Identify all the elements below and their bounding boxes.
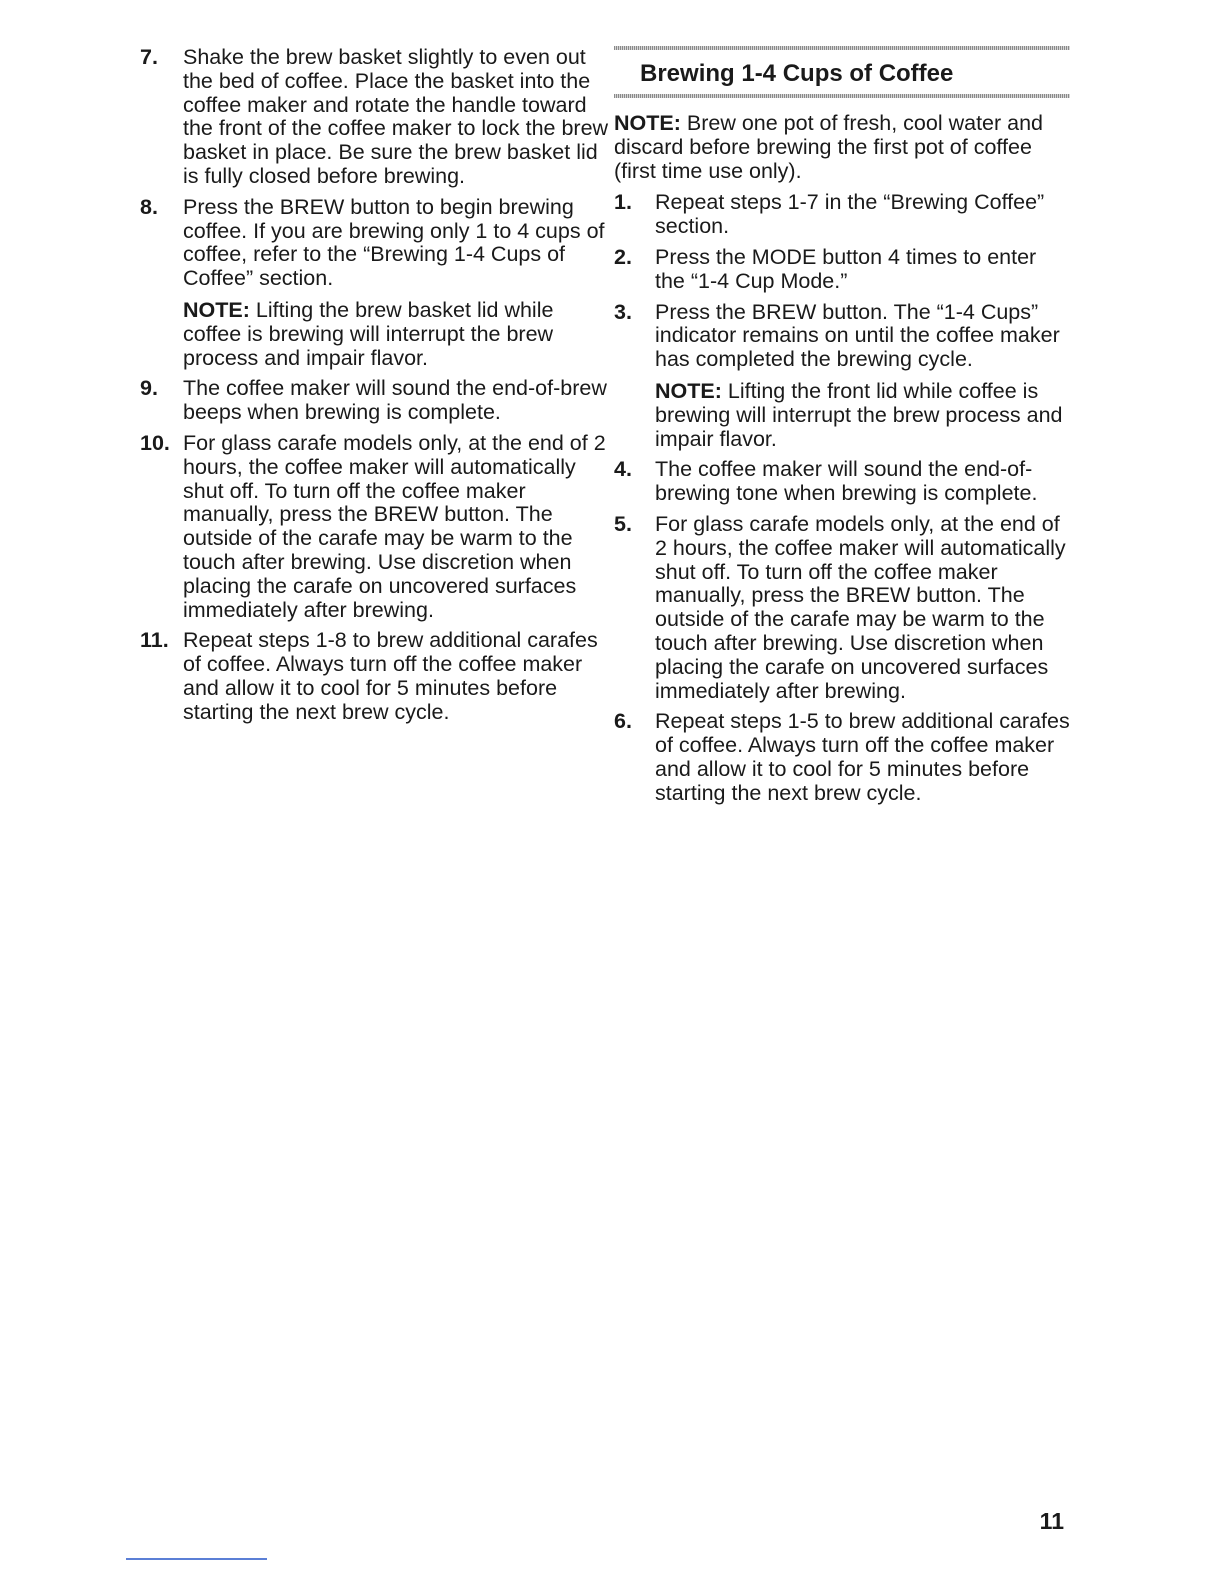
step-10 (140, 432, 610, 622)
step-6 (614, 710, 1070, 805)
step-text: Repeat steps 1-7 in the “Brewing Coffee” section. (655, 190, 1045, 239)
step-number: 9. (140, 376, 158, 401)
step-number: 5. (614, 511, 632, 536)
step-number: 6. (614, 709, 632, 734)
right-column (614, 46, 1070, 813)
step-text: The coffee maker will sound the end-of-brew beeps when brewing is complete. (183, 376, 607, 425)
step-text: The coffee maker will sound the end-of-brewing tone when brewing is complete. (655, 457, 1038, 506)
section-rule-bottom (614, 94, 1070, 98)
step-3 (614, 301, 1070, 452)
note (655, 380, 1070, 451)
left-column (140, 46, 610, 732)
note-label: NOTE: (183, 297, 250, 322)
intro-note (614, 112, 1070, 183)
step-number: 11. (140, 628, 169, 653)
step-number: 1. (614, 190, 632, 215)
step-11 (140, 629, 610, 724)
step-9 (140, 377, 610, 425)
note-text: Lifting the front lid while coffee is brewing will interrupt the brew process and impair flavor. (655, 378, 1063, 451)
step-number: 10. (140, 430, 170, 455)
note-text: Brew one pot of fresh, cool water and discard before brewing the first pot of coffee (first time use only). (614, 111, 1044, 183)
step-number: 3. (614, 299, 632, 324)
step-number: 2. (614, 244, 632, 269)
note (183, 299, 610, 370)
footer-line (126, 1558, 267, 1560)
note-text: Lifting the brew basket lid while coffee is brewing will interrupt the brew process and impair flavor. (183, 297, 554, 370)
step-text: Repeat steps 1-8 to brew additional carafes of coffee. Always turn off the coffee maker and allow it to cool for 5 minutes before starting the next brew cycle. (183, 628, 598, 724)
step-5 (614, 513, 1070, 703)
step-7 (140, 46, 610, 189)
step-text: Press the BREW button. The “1-4 Cups” indicator remains on until the coffee maker has completed the brewing cycle. (655, 299, 1060, 372)
step-text: Repeat steps 1-5 to brew additional carafes of coffee. Always turn off the coffee maker and allow it to cool for 5 minutes before starting the next brew cycle. (655, 709, 1070, 805)
step-text: For glass carafe models only, at the end of 2 hours, the coffee maker will automatically shut off. To turn off the coffee maker manually, press the BREW button. The outside of the carafe may be warm to the touch after brewing. Use discretion when placing the carafe on uncovered surfaces immediately after brewing. (183, 430, 606, 622)
step-8 (140, 196, 610, 371)
step-text: Press the BREW button to begin brewing coffee. If you are brewing only 1 to 4 cups of coffee, refer to the “Brewing 1-4 Cups of Coffee” section. (183, 194, 605, 291)
step-number: 8. (140, 194, 158, 219)
step-2 (614, 246, 1070, 294)
step-number: 4. (614, 457, 632, 482)
note-label: NOTE: (655, 378, 722, 403)
step-text: For glass carafe models only, at the end of 2 hours, the coffee maker will automatically shut off. To turn off the coffee maker manually, press the BREW button. The outside of the carafe may be warm to the touch after brewing. Use discretion when placing the carafe on uncovered surfaces immediately after brewing. (655, 511, 1066, 703)
step-text: Shake the brew basket slightly to even out the bed of coffee. Place the basket into the coffee maker and rotate the handle toward the front of the coffee maker to lock the brew basket in place. Be sure the brew basket lid is fully closed before brewing. (183, 45, 609, 188)
step-number: 7. (140, 45, 158, 69)
page-number: 11 (1039, 1508, 1064, 1534)
step-1 (614, 191, 1070, 239)
step-text: Press the MODE button 4 times to enter the “1-4 Cup Mode.” (655, 244, 1037, 293)
step-4 (614, 458, 1070, 506)
note-label: NOTE: (614, 111, 681, 135)
section-title: Brewing 1-4 Cups of Coffee (640, 60, 954, 87)
